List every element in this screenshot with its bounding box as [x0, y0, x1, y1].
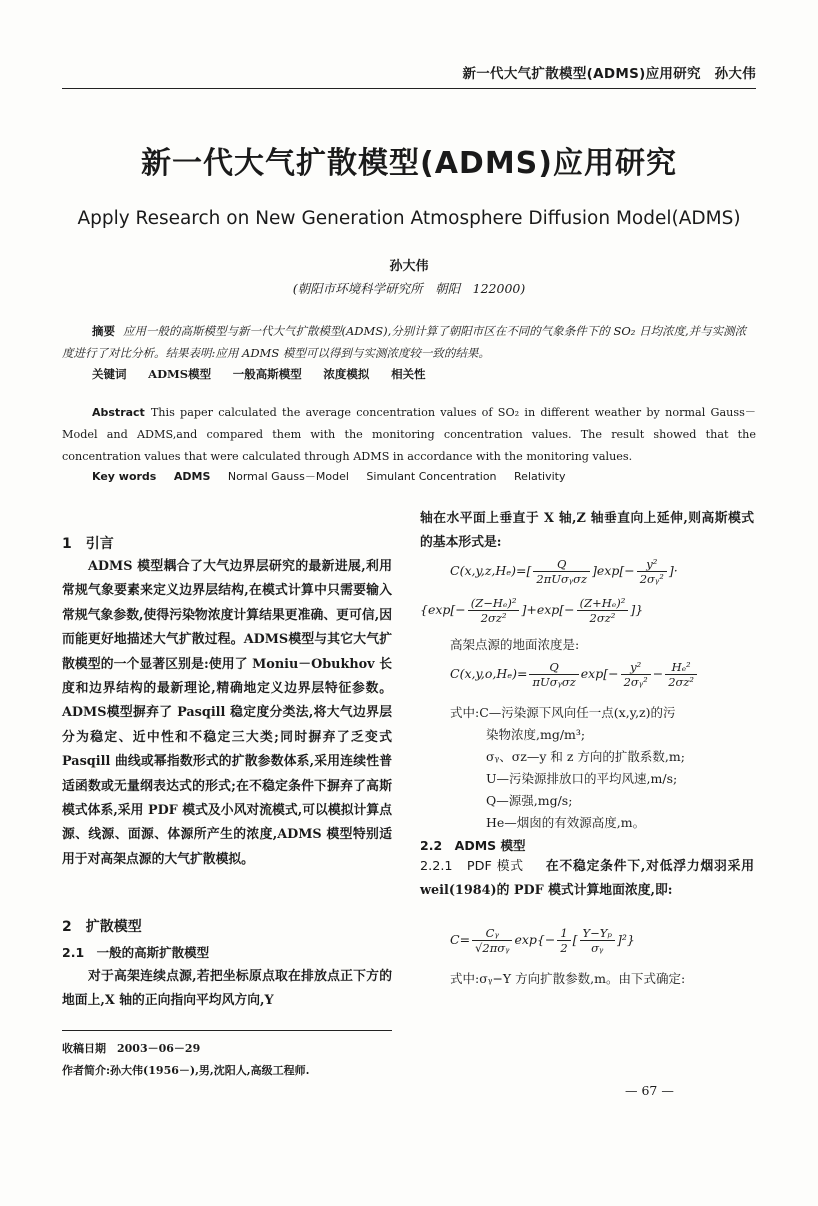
keywords-en-label: Key words — [92, 470, 157, 483]
abstract-en — [62, 402, 756, 468]
equation-pdf: C= $\frac{\text{Cᵧ}}{\text{√2πσᵧ}}$ exp{− $\frac{1}{2}$ [ $\frac{\text{Y−Yₚ}}{\text{σᵧ}}$ ]²} — [450, 926, 635, 955]
keywords-zh — [62, 364, 756, 384]
abstract-en-text: This paper calculated the average concentration values of SO₂ in different weather by normal Gauss－Model and ADMS,and compared them with the monitoring concentration values. The result showed that the concentration values that were calculated through ADMS in accordance with the monitoring values. — [62, 406, 756, 463]
keyword-en: Relativity — [514, 470, 566, 483]
definition-line: 式中:σᵧ−Y 方向扩散参数,m。由下式确定: — [450, 971, 686, 986]
author-affiliation: (朝阳市环境科学研究所 朝阳 122000) — [292, 281, 526, 296]
header-rule — [62, 88, 756, 89]
section-1-paragraph: ADMS 模型耦合了大气边界层研究的最新进展,利用常规气象要素来定义边界层结构,在模式计算中只需要输入常规气象参数,使得污染物浓度计算结果更准确、更可信,因而能更好地描述大气扩散过程。ADMS模型与其它大气扩散模型的一个显著区别是:使用了 Moniu－Obukhov 长度和边界结构的最新理论,精确地定义边界层特征参数。ADMS模型摒弃了 Pasqill 稳定度分类法,将大气边界层分为稳定、近中性和不稳定三大类;同时摒弃了乏变式 Pasqill 曲线或幂指数形式的扩散参数体系,采用连续性普适函数或无量纲表达式的形式;在不稳定条件下摒弃了高斯模式体系,采用 PDF 模式及小风对流模式,可以模拟计算点源、线源、面源、体源所产生的浓度,ADMS 模型特别适用于对高架点源的大气扩散模拟。 — [62, 559, 392, 867]
author-bio: 作者简介:孙大伟(1956－),男,沈阳人,高级工程师. — [62, 1064, 310, 1077]
abstract-en-label: Abstract — [92, 406, 145, 419]
equation-gauss-1b: {exp[− $\frac{\text{(Z−Hₑ)²}}{\text{2σz²}}$ ]+exp[− $\frac{\text{(Z+Hₑ)²}}{\text{2σz²}}$ ]} — [420, 596, 644, 625]
keyword-zh: ADMS模型 — [148, 367, 212, 381]
definition-line: Q—源强,mg/s; — [486, 793, 573, 808]
ground-concentration-label: 高架点源的地面浓度是: — [450, 637, 580, 652]
section-2-1-heading: 2.1 一般的高斯扩散模型 — [62, 945, 210, 960]
definition-line: 染物浓度,mg/m³; — [486, 727, 586, 742]
section-2-1-paragraph: 对于高架连续点源,若把坐标原点取在排放点正下方的地面上,X 轴的正向指向平均风方向,Y — [62, 969, 392, 1009]
section-1-heading: 1 引言 — [62, 536, 114, 552]
running-header: 新一代大气扩散模型(ADMS)应用研究 孙大伟 — [462, 66, 756, 82]
keyword-zh: 相关性 — [391, 367, 426, 381]
keyword-en: ADMS — [173, 470, 211, 483]
paper-title-en: Apply Research on New Generation Atmosphere Diffusion Model(ADMS) — [77, 208, 741, 229]
section-2-2-1-paragraph: 2.2.1 PDF 模式 在不稳定条件下,对低浮力烟羽采用 weil(1984)的 PDF 模式计算地面浓度,即: — [420, 859, 754, 899]
equation-ground: C(x,y,o,Hₑ)= $\frac{Q}{\text{πUσᵧσz}}$ exp[− $\frac{\text{y²}}{\text{2σᵧ²}}$ − $\frac{\text{Hₑ²}}{\text{2σz²}}$ — [450, 660, 699, 689]
keyword-zh: 浓度模拟 — [323, 367, 370, 381]
section-2-heading: 2 扩散模型 — [62, 919, 142, 935]
section-2-2-1-heading: 2.2.1 PDF 模式 — [420, 859, 524, 874]
abstract-zh-text: 应用一般的高斯模型与新一代大气扩散模型(ADMS),分别计算了朝阳市区在不同的气象条件下的 SO₂ 日均浓度,并与实测浓度进行了对比分析。结果表明:应用 ADMS 模型可以得到与实测浓度较一致的结果。 — [62, 324, 747, 360]
author-name: 孙大伟 — [389, 259, 429, 274]
definition-line: He—烟囱的有效源高度,m。 — [486, 815, 646, 830]
definition-line: σᵧ、σz—y 和 z 方向的扩散系数,m; — [486, 749, 685, 764]
page-number: — 67 — — [625, 1083, 674, 1098]
definition-line: U—污染源排放口的平均风速,m/s; — [486, 771, 678, 786]
definition-line: 式中:C—污染源下风向任一点(x,y,z)的污 — [450, 705, 676, 720]
section-2-1-paragraph-cont: 轴在水平面上垂直于 X 轴,Z 轴垂直向上延伸,则高斯模式的基本形式是: — [420, 511, 754, 551]
abstract-zh — [62, 320, 756, 364]
received-date: 收稿日期 2003－06－29 — [62, 1042, 201, 1055]
keywords-zh-label: 关键词 — [92, 367, 127, 381]
equation-gauss-1: C(x,y,z,Hₑ)=[ $\frac{Q}{\text{2πUσᵧσz}}$ ]exp[− $\frac{\text{y²}}{\text{2σᵧ²}}$ ]· — [450, 557, 678, 586]
keyword-zh: 一般高斯模型 — [232, 367, 302, 381]
footnote-rule — [62, 1030, 392, 1031]
keyword-en: Simulant Concentration — [366, 470, 497, 483]
paper-title-zh: 新一代大气扩散模型(ADMS)应用研究 — [140, 146, 677, 181]
keywords-en — [92, 468, 580, 484]
keyword-en: Normal Gauss－Model — [227, 470, 349, 483]
section-2-2-heading: 2.2 ADMS 模型 — [420, 838, 526, 853]
abstract-zh-label: 摘要 — [92, 324, 115, 338]
